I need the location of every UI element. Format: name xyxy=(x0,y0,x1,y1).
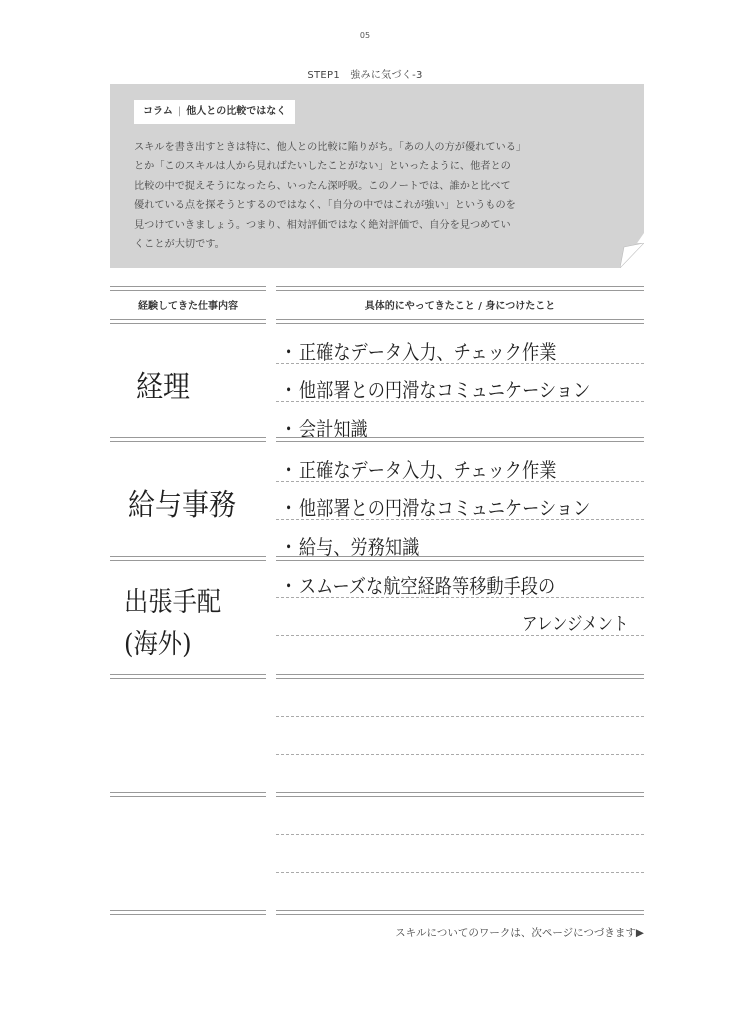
dashed-rule xyxy=(276,834,644,835)
table-rule xyxy=(276,792,644,797)
table-rule xyxy=(276,319,644,324)
table-rule xyxy=(276,674,644,679)
dashed-rule xyxy=(276,519,644,520)
column-label-separator: | xyxy=(177,106,182,117)
job-title: 経理 xyxy=(136,370,190,405)
bullet: ・ xyxy=(280,574,298,598)
table-row-item: ・正確なデータ入力、チェック作業 xyxy=(280,454,556,483)
column-body-line: 比較の中で捉えそうになったら、いったん深呼吸。このノートでは、誰かと比べて xyxy=(134,180,511,192)
step-heading: STEP1 強みに気づく-3 xyxy=(307,70,423,81)
column-body-line: 優れている点を探そうとするのではなく、「自分の中ではこれが強い」というものを xyxy=(134,200,516,212)
table-row-item: ・他部署との円滑なコミュニケーション xyxy=(280,492,590,521)
table-rule xyxy=(110,286,266,291)
bullet: ・ xyxy=(280,535,298,559)
page-number: 05 xyxy=(359,31,371,40)
page-fold-icon xyxy=(620,243,644,268)
dashed-rule xyxy=(276,754,644,755)
column-body-line: スキルを書き出すときは特に、他人との比較に陥りがち。「あの人の方が優れている」 xyxy=(134,142,527,153)
job-title: 給与事務 xyxy=(128,488,236,523)
header-left: 経験してきた仕事内容 xyxy=(138,301,238,312)
column-body xyxy=(134,138,614,254)
table-rule xyxy=(276,437,644,442)
table-rule xyxy=(110,910,266,915)
bullet: ・ xyxy=(280,417,298,441)
bullet: ・ xyxy=(280,378,298,402)
table-row-item: ・正確なデータ入力、チェック作業 xyxy=(280,336,556,365)
dashed-rule xyxy=(276,597,644,598)
bullet: ・ xyxy=(280,496,298,520)
column-body-line: とか「このスキルは人から見ればたいしたことがない」といったように、他者との xyxy=(134,161,511,173)
header-right: 具体的にやってきたこと / 身につけたこと xyxy=(364,301,556,312)
dashed-rule xyxy=(276,481,644,482)
bullet: ・ xyxy=(280,458,298,482)
table-rule xyxy=(110,792,266,797)
table-row-item-continuation: アレンジメント xyxy=(522,614,629,635)
table-rule xyxy=(110,319,266,324)
dashed-rule xyxy=(276,363,644,364)
table-row-item: ・他部署との円滑なコミュニケーション xyxy=(280,374,590,403)
dashed-rule xyxy=(276,716,644,717)
table-rule xyxy=(110,437,266,442)
column-body-line: くことが大切です。 xyxy=(134,239,225,251)
table-row-item: ・スムーズな航空経路等移動手段の xyxy=(280,570,555,599)
job-title: 出張手配 xyxy=(124,587,222,618)
column-label-prefix: コラム xyxy=(143,106,173,117)
table-rule xyxy=(276,556,644,561)
table-row-item: ・会計知識 xyxy=(280,413,368,442)
footer-note: スキルについてのワークは、次ページにつづきます▶ xyxy=(395,927,644,939)
column-body-line: 見つけていきましょう。つまり、相対評価ではなく絶対評価で、自分を見つめてい xyxy=(134,219,511,231)
table-rule xyxy=(110,556,266,561)
dashed-rule xyxy=(276,635,644,636)
table-row-item: ・給与、労務知識 xyxy=(280,531,419,560)
table-rule xyxy=(110,674,266,679)
column-label xyxy=(134,100,295,124)
table-rule xyxy=(276,910,644,915)
table-rule xyxy=(276,286,644,291)
dashed-rule xyxy=(276,872,644,873)
bullet: ・ xyxy=(280,340,298,364)
job-title: (海外) xyxy=(124,629,192,660)
dashed-rule xyxy=(276,401,644,402)
column-label-title: 他人との比較ではなく xyxy=(186,106,287,117)
